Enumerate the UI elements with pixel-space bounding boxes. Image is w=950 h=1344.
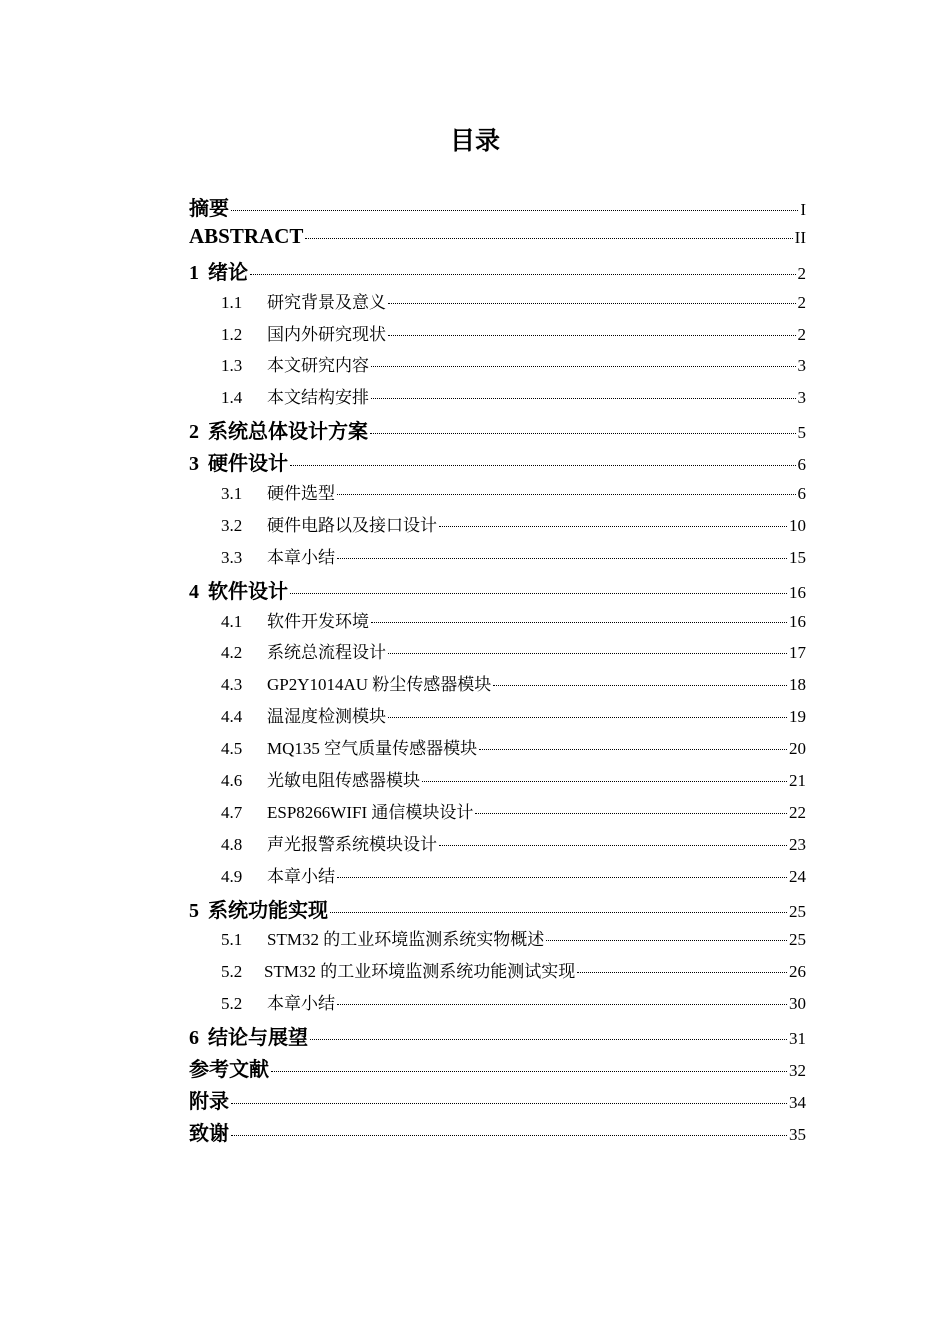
table-of-contents (189, 192, 806, 1149)
toc-entry-label (189, 894, 328, 923)
toc-entry-title: 国内外研究现状 (267, 324, 386, 344)
toc-entry-title: 硬件选型 (267, 484, 335, 504)
toc-entry-title: 结论与展望 (208, 1025, 308, 1050)
toc-entry[interactable] (189, 224, 806, 256)
dot-leader (330, 912, 787, 913)
toc-entry-title: 本文结构安排 (267, 388, 369, 408)
dot-leader (337, 558, 787, 559)
toc-entry[interactable] (189, 192, 806, 224)
dot-leader (371, 398, 796, 399)
toc-entry-number: 1.4 (221, 388, 243, 408)
toc-entry-title: 系统功能实现 (208, 897, 328, 922)
dot-leader (371, 622, 787, 623)
dot-leader (271, 1071, 787, 1072)
toc-entry-page-number: 2 (797, 292, 806, 312)
toc-entry-label (189, 989, 335, 1014)
toc-entry-number: 4.8 (221, 834, 243, 854)
toc-entry-title: 声光报警系统模块设计 (267, 834, 437, 854)
toc-entry-page-number: 3 (797, 388, 806, 408)
toc-entry[interactable] (189, 798, 806, 830)
toc-entry[interactable] (189, 862, 806, 894)
toc-entry-number: 1.3 (221, 356, 243, 376)
toc-entry-title: GP2Y1014AU 粉尘传感器模块 (267, 675, 492, 695)
toc-entry-page-number: 26 (789, 962, 806, 982)
dot-leader (370, 433, 796, 434)
toc-entry-number: 4.9 (221, 866, 243, 886)
toc-entry-label (189, 575, 288, 604)
toc-entry[interactable] (189, 1085, 806, 1117)
toc-entry-page-number: 16 (789, 611, 806, 631)
toc-entry-title: 硬件电路以及接口设计 (267, 515, 437, 535)
dot-leader (337, 494, 796, 495)
toc-entry-label (189, 1021, 308, 1050)
toc-entry-title: 摘要 (189, 196, 229, 220)
toc-entry-label (189, 638, 386, 663)
toc-entry-number: 4.5 (221, 739, 243, 759)
toc-entry[interactable] (189, 734, 806, 766)
dot-leader (479, 749, 787, 750)
toc-entry-page-number: 25 (789, 901, 806, 921)
toc-entry-number: 4.7 (221, 802, 243, 822)
toc-entry-title: ABSTRACT (189, 223, 304, 248)
toc-entry-title: 参考文献 (189, 1057, 269, 1082)
toc-entry-label (189, 351, 369, 376)
toc-entry-number: 1.2 (221, 324, 243, 344)
page-title: 目录 (449, 126, 500, 155)
toc-entry-title: 研究背景及意义 (267, 292, 386, 312)
toc-entry-page-number: 2 (797, 324, 806, 344)
toc-entry-number: 3.2 (221, 515, 243, 535)
dot-leader (290, 593, 787, 594)
toc-entry-label (189, 383, 369, 408)
toc-entry[interactable] (189, 479, 806, 511)
toc-entry-number: 4.6 (221, 771, 243, 791)
toc-entry-label (189, 1053, 269, 1082)
toc-entry-number: 5.1 (221, 930, 243, 950)
toc-entry[interactable] (189, 447, 806, 479)
toc-entry-page-number: 22 (789, 802, 806, 822)
dot-leader (305, 238, 792, 239)
toc-entry-number: 1 (189, 261, 199, 284)
toc-entry[interactable] (189, 670, 806, 702)
toc-entry-title: 软件开发环境 (267, 611, 369, 631)
toc-entry-label (189, 734, 477, 759)
toc-entry-label (189, 1085, 229, 1114)
toc-entry-label (189, 957, 575, 982)
toc-entry-page-number: 3 (797, 356, 806, 376)
toc-entry[interactable] (189, 607, 806, 639)
toc-entry-label (189, 192, 229, 221)
toc-entry-page-number: 18 (789, 675, 806, 695)
toc-entry-number: 1.1 (221, 292, 243, 312)
dot-leader (475, 813, 787, 814)
toc-entry-title: 系统总流程设计 (267, 643, 386, 663)
toc-entry-page-number: I (800, 200, 806, 219)
toc-entry-page-number: 32 (789, 1061, 806, 1081)
toc-entry-title: 本章小结 (267, 866, 335, 886)
toc-entry-number: 5.2 (221, 962, 243, 982)
toc-entry-number: 4 (189, 580, 199, 603)
toc-entry-number: 4.2 (221, 643, 243, 663)
toc-entry-label (189, 798, 473, 823)
toc-entry-label (189, 670, 491, 695)
dot-leader (310, 1039, 787, 1040)
toc-entry[interactable] (189, 989, 806, 1021)
toc-entry-label (189, 1117, 229, 1146)
toc-entry[interactable] (189, 320, 806, 352)
dot-leader (388, 653, 787, 654)
dot-leader (371, 366, 796, 367)
toc-entry-page-number: 23 (789, 834, 806, 854)
dot-leader (337, 1004, 787, 1005)
toc-entry-title: MQ135 空气质量传感器模块 (267, 739, 478, 759)
dot-leader (388, 303, 796, 304)
toc-entry-page-number: 10 (789, 515, 806, 535)
toc-entry-label (189, 415, 368, 444)
toc-entry[interactable] (189, 543, 806, 575)
toc-entry-title: 本章小结 (267, 994, 335, 1014)
dot-leader (290, 465, 796, 466)
dot-leader (493, 685, 787, 686)
toc-entry-title: 温湿度检测模块 (267, 707, 386, 727)
toc-entry-page-number: 21 (789, 771, 806, 791)
toc-entry-label (189, 320, 386, 345)
toc-entry-label (189, 256, 248, 285)
toc-entry-label (189, 862, 335, 887)
dot-leader (439, 526, 787, 527)
toc-entry-page-number: 35 (789, 1124, 806, 1144)
dot-leader (577, 972, 787, 973)
toc-entry-page-number: 30 (789, 994, 806, 1014)
toc-entry[interactable] (189, 351, 806, 383)
toc-entry-page-number: 17 (789, 643, 806, 663)
toc-entry-title: 绪论 (208, 259, 248, 284)
dot-leader (546, 940, 787, 941)
toc-entry-label (189, 511, 437, 536)
toc-entry[interactable] (189, 894, 806, 926)
toc-entry-page-number: 5 (797, 423, 806, 443)
toc-entry[interactable] (189, 511, 806, 543)
toc-entry-title: 光敏电阻传感器模块 (267, 771, 420, 791)
toc-entry-number: 4.4 (221, 707, 243, 727)
toc-entry-number: 5 (189, 899, 199, 922)
toc-entry[interactable] (189, 1053, 806, 1085)
toc-entry-page-number: 19 (789, 707, 806, 727)
toc-entry-label (189, 607, 369, 632)
toc-entry-number: 4.1 (221, 611, 243, 631)
toc-entry[interactable] (189, 575, 806, 607)
toc-entry[interactable] (189, 957, 806, 989)
toc-entry-label (189, 925, 544, 950)
toc-entry-label (189, 288, 386, 313)
toc-entry-label (189, 702, 386, 727)
toc-entry[interactable] (189, 415, 806, 447)
toc-entry-page-number: 6 (797, 455, 806, 475)
toc-entry[interactable] (189, 766, 806, 798)
toc-entry-label (189, 543, 335, 568)
dot-leader (388, 335, 796, 336)
dot-leader (422, 781, 787, 782)
toc-entry-title: 硬件设计 (208, 451, 288, 476)
toc-entry-label (189, 447, 288, 476)
toc-entry-number: 3 (189, 453, 199, 476)
toc-entry-page-number: 20 (789, 739, 806, 759)
toc-entry-title: 系统总体设计方案 (208, 419, 368, 444)
toc-entry-label (189, 224, 303, 249)
toc-entry-label (189, 766, 420, 791)
toc-entry-page-number: 16 (789, 582, 806, 602)
toc-entry-page-number: 34 (789, 1092, 806, 1112)
toc-entry-page-number: 6 (797, 484, 806, 504)
toc-entry-number: 5.2 (221, 994, 243, 1014)
toc-entry-title: 本章小结 (267, 547, 335, 567)
toc-entry-number: 4.3 (221, 675, 243, 695)
dot-leader (337, 877, 787, 878)
toc-entry-page-number: II (794, 227, 806, 247)
toc-entry-page-number: 2 (797, 263, 806, 283)
dot-leader (231, 1135, 787, 1136)
toc-entry[interactable] (189, 638, 806, 670)
toc-entry-page-number: 15 (789, 547, 806, 567)
toc-entry-title: 本文研究内容 (267, 356, 369, 376)
toc-entry[interactable] (189, 1021, 806, 1053)
toc-entry-title: 致谢 (189, 1120, 229, 1145)
toc-entry-number: 3.1 (221, 484, 243, 504)
toc-entry-number: 2 (189, 421, 199, 444)
dot-leader (231, 210, 798, 211)
toc-entry[interactable] (189, 288, 806, 320)
toc-entry-page-number: 31 (789, 1029, 806, 1049)
toc-entry-title: STM32 的工业环境监测系统实物概述 (267, 930, 545, 950)
toc-entry-title: STM32 的工业环境监测系统功能测试实现 (264, 962, 576, 982)
toc-entry-page-number: 24 (789, 866, 806, 886)
toc-entry-title: 软件设计 (208, 578, 288, 603)
toc-entry-number: 3.3 (221, 547, 243, 567)
toc-entry[interactable] (189, 256, 806, 288)
toc-entry-label (189, 479, 335, 504)
dot-leader (250, 274, 796, 275)
dot-leader (388, 717, 787, 718)
toc-entry-title: 附录 (189, 1088, 229, 1113)
toc-entry[interactable] (189, 702, 806, 734)
toc-entry-page-number: 25 (789, 930, 806, 950)
toc-entry-number: 6 (189, 1027, 199, 1050)
toc-entry[interactable] (189, 383, 806, 415)
dot-leader (439, 845, 787, 846)
toc-entry[interactable] (189, 925, 806, 957)
dot-leader (231, 1103, 787, 1104)
toc-entry[interactable] (189, 830, 806, 862)
toc-entry-label (189, 830, 437, 855)
toc-entry-title: ESP8266WIFI 通信模块设计 (267, 802, 474, 822)
toc-entry[interactable] (189, 1117, 806, 1149)
